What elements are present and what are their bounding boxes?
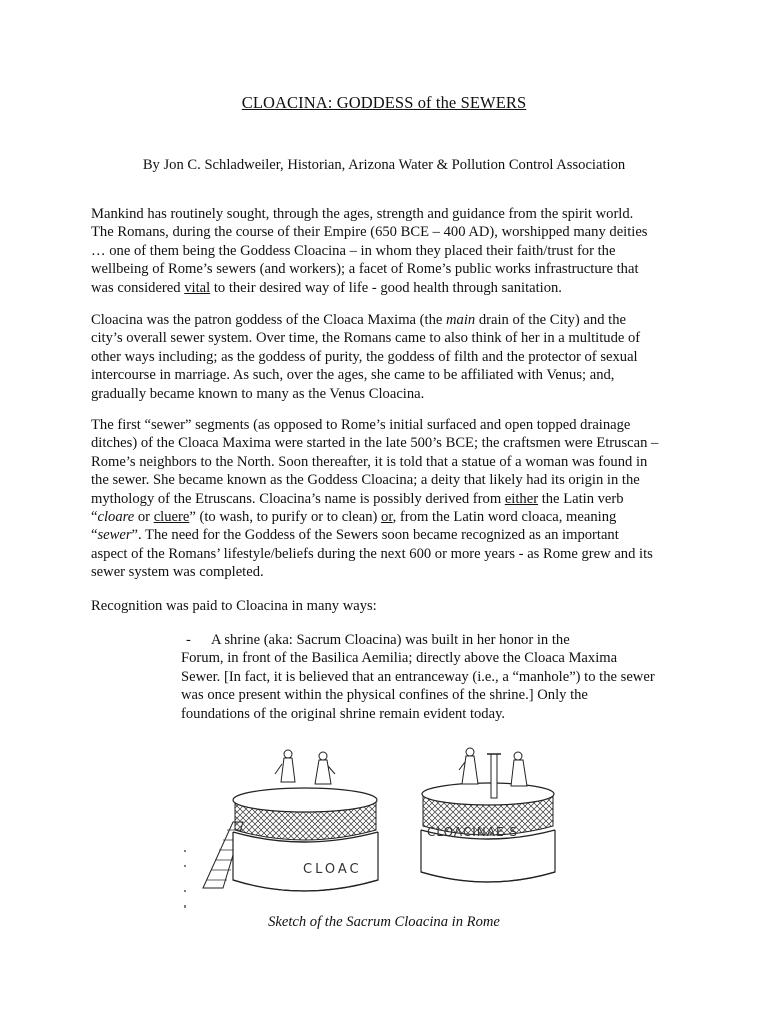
text-line: … one of them being the Goddess Cloacina – in whom they placed their faith/trust for the xyxy=(91,242,616,259)
text-line: intercourse in marriage. As such, over the ages, she came to be affiliated with Venus; and, xyxy=(91,367,615,384)
underlined-word: cluere xyxy=(153,509,190,526)
text-line xyxy=(91,526,691,544)
text-line xyxy=(91,279,691,297)
figure-caption: Sketch of the Sacrum Cloacina in Rome xyxy=(268,914,500,930)
paragraph-first-sewer xyxy=(91,416,691,582)
text-line: was once present within the physical confines of the shrine.] Only the xyxy=(181,687,588,704)
text-run: drain of the City) and the xyxy=(475,312,626,328)
text-line: gradually became known to many as the Venus Cloacina. xyxy=(91,385,425,402)
underlined-word: vital xyxy=(184,279,211,296)
text-line: sewer system was completed. xyxy=(91,564,264,581)
text-run: mythology of the Etruscans. Cloacina’s name is possibly derived from xyxy=(91,490,505,507)
text-line: wellbeing of Rome’s sewers (and workers); a facet of Rome’s public works infrastructure that xyxy=(91,261,639,278)
paragraph-intro xyxy=(91,205,691,297)
text-run: “ xyxy=(91,509,98,526)
italic-word: cloare xyxy=(97,509,135,526)
text-line: The first “sewer” segments (as opposed to Rome’s initial surfaced and open topped drainage xyxy=(91,417,631,433)
text-line: the sewer. She became known as the Goddess Cloacina; a deity that likely had its origin in the xyxy=(91,472,640,489)
text-line: The Romans, during the course of their Empire (650 BCE – 400 AD), worshipped many deities xyxy=(91,224,648,241)
text-line: city’s overall sewer system. Over time, the Romans came to also think of her in a multitude of xyxy=(91,330,641,347)
text-line: A shrine (aka: Sacrum Cloacina) was built in her honor in the xyxy=(211,632,570,648)
text-line: other ways including; as the goddess of purity, the goddess of filth and the protector of sexual xyxy=(91,348,638,365)
text-line xyxy=(91,311,691,329)
left-shrine-drawing xyxy=(185,750,378,908)
paragraph-patron-goddess xyxy=(91,311,691,403)
underlined-word: or xyxy=(381,509,393,526)
italic-word: main xyxy=(446,312,476,328)
bullet-dash: - xyxy=(186,632,191,648)
text-run: was considered xyxy=(91,279,185,296)
text-line: Rome’s neighbors to the North. Soon thereafter, it is told that a statue of a woman was found in xyxy=(91,453,648,470)
byline: By Jon C. Schladweiler, Historian, Arizona Water & Pollution Control Association xyxy=(142,157,626,173)
text-run: ” (to wash, to purify or to clean) xyxy=(189,509,382,526)
shrine-sketch-image xyxy=(183,740,583,918)
left-inscription: CLOAC xyxy=(303,862,362,877)
bullet-item-shrine xyxy=(181,631,661,723)
text-line: Sewer. [In fact, it is believed that an entranceway (i.e., a “manhole”) to the sewer xyxy=(181,668,655,685)
text-run: ”. The need for the Goddess of the Sewers soon became recognized as an important xyxy=(131,527,619,544)
right-shrine-drawing xyxy=(421,748,555,882)
document-title: CLOACINA: GODDESS of the SEWERS xyxy=(241,93,527,112)
text-line xyxy=(91,490,691,508)
text-run: the Latin verb xyxy=(538,490,624,507)
text-run: or xyxy=(134,509,154,526)
text-line: ditches) of the Cloaca Maxima were started in the late 500’s BCE; the craftsmen were Etruscan – xyxy=(91,435,659,452)
paragraph-recognition: Recognition was paid to Cloacina in many ways: xyxy=(91,598,377,614)
text-run: to their desired way of life - good health through sanitation. xyxy=(210,279,562,296)
text-line: foundations of the original shrine remain evident today. xyxy=(181,705,506,722)
underlined-word: either xyxy=(504,490,539,507)
right-inscription: CLOACINAE S xyxy=(427,825,518,839)
text-line xyxy=(91,508,691,526)
text-line: Mankind has routinely sought, through the ages, strength and guidance from the spirit world. xyxy=(91,206,634,222)
text-line: aspect of the Romans’ lifestyle/beliefs during the next 600 or more years - as Rome grew and its xyxy=(91,545,653,562)
text-run: , from the Latin word cloaca, meaning xyxy=(392,509,617,526)
text-line: Forum, in front of the Basilica Aemilia; directly above the Cloaca Maxima xyxy=(181,650,618,667)
text-run: Cloacina was the patron goddess of the Cloaca Maxima (the xyxy=(91,312,447,328)
italic-word: sewer xyxy=(97,527,132,544)
text-run: “ xyxy=(91,527,98,544)
